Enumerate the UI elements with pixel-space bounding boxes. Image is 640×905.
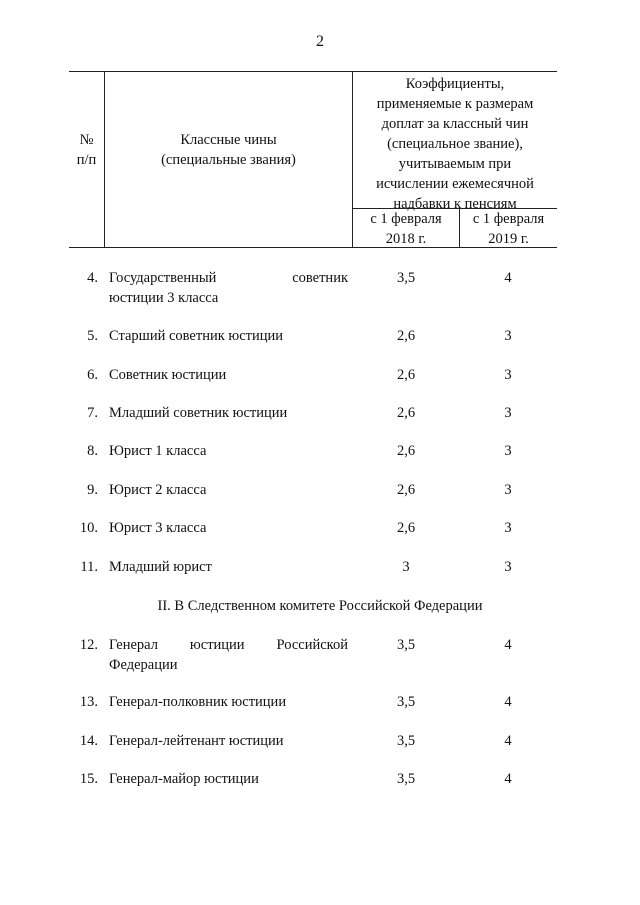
row-number: 13. [79,694,98,710]
rank-name [109,268,348,308]
coef-2019: 3 [504,559,512,575]
rank-name [109,635,348,675]
coef-2018: 2,6 [396,367,416,383]
coef-2018: 3,5 [396,637,416,653]
rank-name-line: Генерал-полковник юстиции [109,694,287,710]
header-2018: с 1 февраля 2018 г. [370,211,442,247]
header-rank: Классные чины (специальные звания) [161,132,296,168]
coef-2018: 2,6 [396,520,416,536]
rank-name-line: Юрист 1 класса [109,443,207,459]
rank-name-line: юстиции 3 класса [109,290,219,306]
rank-name-line: Младший советник юстиции [109,405,288,421]
rank-name-line: Юрист 2 класса [109,482,207,498]
coef-2019: 4 [504,694,512,710]
row-number: 4. [87,270,98,286]
rank-name-line: Младший юрист [109,559,212,575]
coef-2019: 4 [504,637,512,653]
coef-2019: 3 [504,520,512,536]
coef-2019: 4 [504,733,512,749]
coef-2019: 3 [504,405,512,421]
coef-2018: 2,6 [396,405,416,421]
row-number: 11. [80,559,98,575]
row-number: 15. [79,771,98,787]
rank-name-line: Генерал-майор юстиции [109,771,259,787]
row-number: 6. [87,367,98,383]
row-number: 10. [79,520,98,536]
coef-2019: 3 [504,367,512,383]
rank-name [109,518,348,538]
row-number: 9. [87,482,98,498]
rank-name [109,441,348,461]
coef-2018: 3,5 [396,771,416,787]
header-num: № п/п [76,132,97,168]
rank-name [109,326,348,346]
rank-name [109,692,348,712]
row-number: 5. [87,328,98,344]
coef-2019: 3 [504,443,512,459]
coef-2018: 3 [402,559,410,575]
coef-2019: 4 [504,771,512,787]
rank-name-line: Советник юстиции [109,367,227,383]
rank-name [109,365,348,385]
rank-name [109,731,348,751]
rank-name-line: Юрист 3 класса [109,520,207,536]
rank-name-line: Федерации [109,657,178,673]
coef-2019: 3 [504,482,512,498]
row-number: 12. [79,637,98,653]
coef-2019: 4 [504,270,512,286]
header-coefficients: Коэффициенты, применяемые к размерам доплат за классный чин (специальное звание), учитываемым при исчислении ежемесячной надбавки к пенсиям [376,76,534,212]
table-header [69,71,557,248]
rank-name-line: Старший советник юстиции [109,328,284,344]
header-2019: с 1 февраля 2019 г. [472,211,545,247]
rank-name [109,769,348,789]
coef-2018: 3,5 [396,270,416,286]
coef-2019: 3 [504,328,512,344]
page-number: 2 [316,33,324,50]
coef-2018: 3,5 [396,694,416,710]
row-number: 8. [87,443,98,459]
coef-2018: 2,6 [396,443,416,459]
rank-name [109,480,348,500]
rank-name [109,403,348,423]
rank-name-line: Государственный советник [109,270,348,286]
row-number: 14. [79,733,98,749]
rank-name-line: Генерал юстиции Российской [109,637,348,653]
rank-name-line: Генерал-лейтенант юстиции [109,733,284,749]
coef-2018: 2,6 [396,328,416,344]
rank-name [109,557,348,577]
coef-2018: 3,5 [396,733,416,749]
section-title: II. В Следственном комитете Российской Федерации [157,598,483,614]
row-number: 7. [87,405,98,421]
coef-2018: 2,6 [396,482,416,498]
